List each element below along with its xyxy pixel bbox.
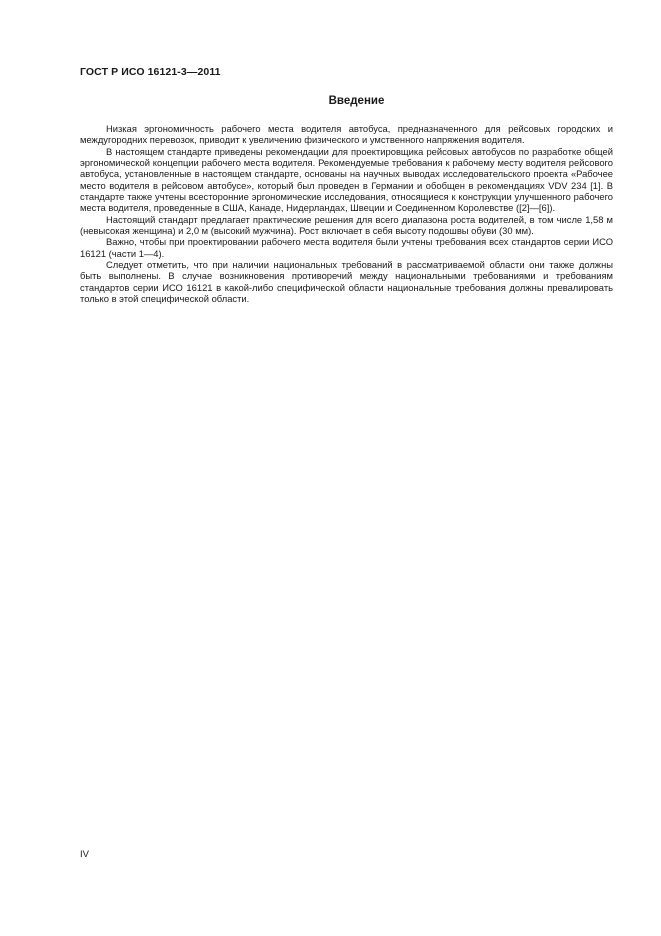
introduction-body — [80, 123, 613, 305]
page-number: IV — [80, 849, 89, 860]
paragraph: Следует отметить, что при наличии национальных требований в рассматриваемой области они также должны быть выполнены. В случае возникновения противоречий между национальными требованиями и требованиям стандартов серии ИСО 16121 в какой-либо специфической области национальные требования должны превалировать только в этой специфической области. — [80, 259, 613, 305]
standard-code-header: ГОСТ Р ИСО 16121-3—2011 — [80, 66, 221, 78]
section-title: Введение — [328, 95, 385, 107]
paragraph: Важно, чтобы при проектировании рабочего места водителя были учтены требования всех стандартов серии ИСО 16121 (части 1—4). — [80, 236, 613, 259]
paragraph: В настоящем стандарте приведены рекомендации для проектировщика рейсовых автобусов по разработке общей эргономической концепции рабочего места водителя. Рекомендуемые требования к рабочему месту водителя рейсового автобуса, установленные в настоящем стандарте, основаны на научных выводах исследовательского проекта «Рабочее место водителя в рейсовом автобусе», который был проведен в Германии и обобщен в рекомендациях VDV 234 [1]. В стандарте также учтены всесторонние эргономические исследования, относящиеся к конструкции улучшенного рабочего места водителя, проведенные в США, Канаде, Нидерландах, Швеции и Соединенном Королевстве ([2]—[6]). — [80, 145, 613, 214]
paragraph: Низкая эргономичность рабочего места водителя автобуса, предназначенного для рейсовых городских и междугородних перевозок, приводит к увеличению физического и умственного напряжения водителя. — [80, 123, 613, 146]
paragraph: Настоящий стандарт предлагает практические решения для всего диапазона роста водителей, в том числе 1,58 м (невысокая женщина) и 2,0 м (высокий мужчина). Рост включает в себя высоту подошвы обуви (30 мм). — [80, 213, 613, 237]
